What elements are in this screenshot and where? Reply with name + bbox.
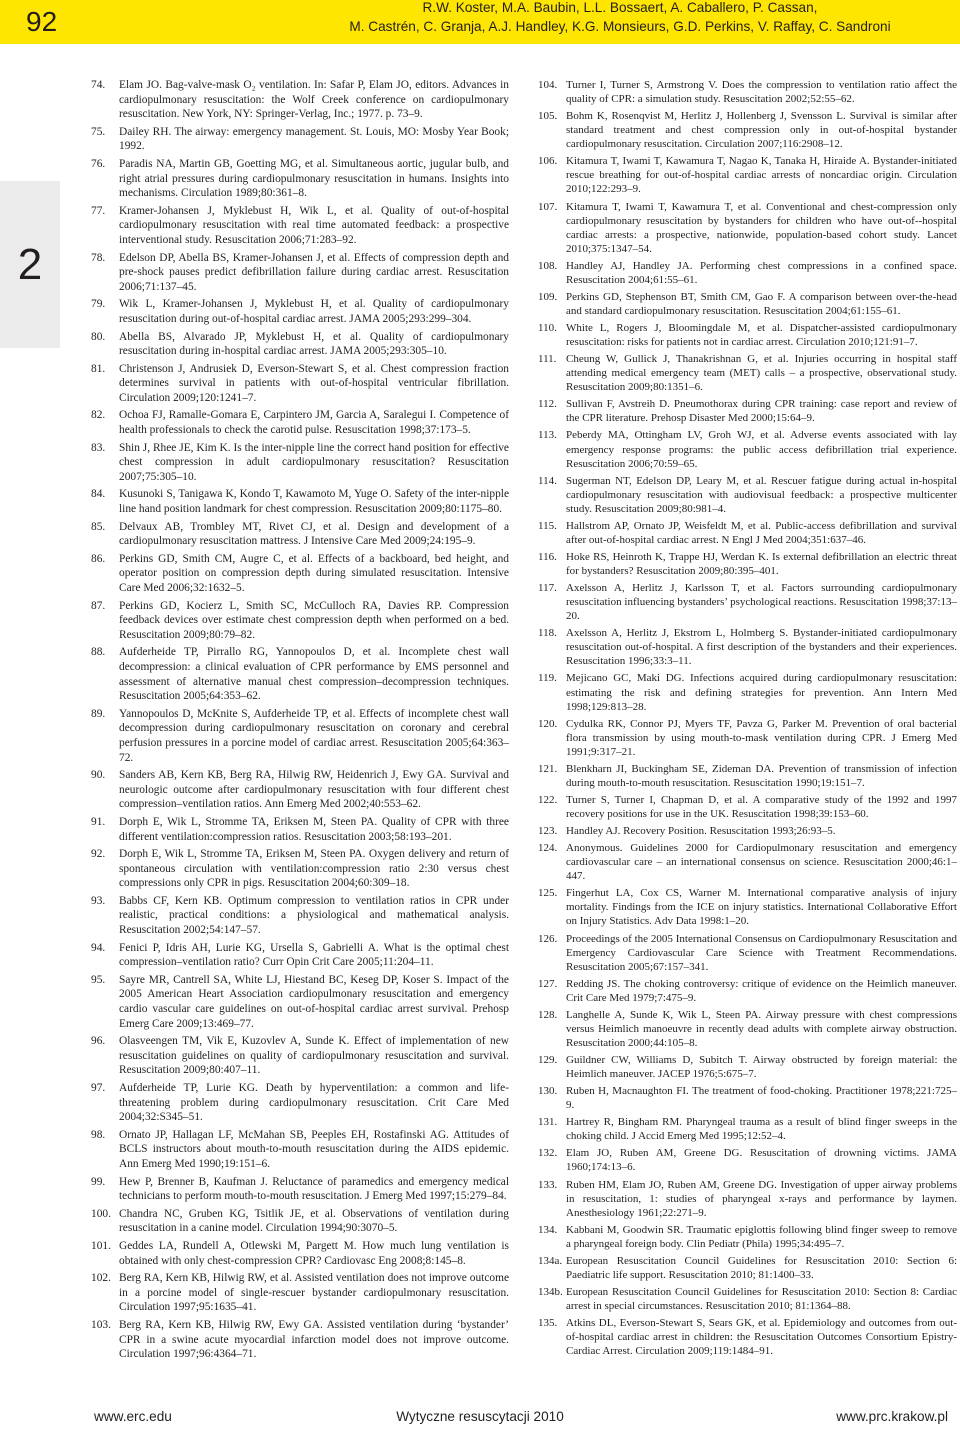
reference-text: Chandra NC, Gruben KG, Tsitlik JE, et al. Observations of ventilation during resuscitation in a canine model. Circulation 1994;90:3070–5.	[119, 1207, 509, 1235]
reference-number: 91.	[91, 815, 106, 828]
reference-item	[91, 78, 509, 122]
reference-item	[91, 251, 509, 295]
reference-item	[91, 362, 509, 406]
reference-item	[91, 125, 509, 154]
reference-item	[538, 841, 957, 883]
reference-text: Hartrey R, Bingham RM. Pharyngeal trauma as a result of blind finger sweeps in the choking child. J Accid Emerg Med 1995;12:52–4.	[566, 1116, 957, 1143]
reference-item	[91, 941, 509, 970]
reference-item	[91, 204, 509, 248]
reference-number: 127.	[538, 977, 558, 990]
reference-number: 100.	[91, 1207, 111, 1220]
reference-item	[91, 973, 509, 1031]
reference-text: Olasveengen TM, Vik E, Kuzovlev A, Sunde K. Effect of implementation of new resuscitation guidelines on quality of cardiopulmonary resuscitation and survival. Resuscitation 2009;80:407–11.	[119, 1035, 509, 1077]
reference-text: Christenson J, Andrusiek D, Everson-Stewart S, et al. Chest compression fraction determines survival in patients with out-of-hospital ventricular fibrillation. Circulation 2009;120:1241–7.	[119, 362, 509, 404]
reference-text: Atkins DL, Everson-Stewart S, Sears GK, et al. Epidemiology and outcomes from out-of-hospital cardiac arrest in children: the Resuscitation Outcomes Consortium Epistry-Cardiac Arrest. Circulation 2009;119:1484–91.	[566, 1317, 957, 1358]
reference-text: Dorph E, Wik L, Stromme TA, Eriksen M, Steen PA. Oxygen delivery and return of spontaneous circulation with ventilation:compression ratio 2:30 versus chest compressions only CPR in pigs. Resuscitation 2004;60:309–18.	[119, 848, 509, 890]
reference-item	[538, 581, 957, 623]
reference-item	[538, 1008, 957, 1050]
reference-item	[91, 1271, 509, 1315]
reference-text: Handley AJ. Recovery Position. Resuscitation 1993;26:93–5.	[566, 825, 836, 838]
reference-text: Yannopoulos D, McKnite S, Aufderheide TP, et al. Effects of incomplete chest wall decompression during cardiopulmonary resuscitation on coronary and cerebral perfusion pressures in a porcine model of cardiac arrest. Resuscitation 2005;64:363–72.	[119, 707, 509, 764]
reference-text: Elam JO, Ruben AM, Greene DG. Resuscitation of drowning victims. JAMA 1960;174:13–6.	[566, 1147, 957, 1174]
reference-text: Aufderheide TP, Pirrallo RG, Yannopoulos D, et al. Incomplete chest wall decompression: a clinical evaluation of CPR performance by EMS personnel and assessment of alternative manual chest compression–decompression techniques. Resuscitation 2005;64:353–62.	[119, 646, 509, 703]
reference-number: 110.	[538, 322, 557, 334]
reference-text: Sugerman NT, Edelson DP, Leary M, et al. Rescuer fatigue during actual in-hospital cardiopulmonary resuscitation with audiovisual feedback: a prospective multicenter study. Resuscitation 2009;80:981–4.	[566, 474, 957, 515]
reference-text: Berg RA, Kern KB, Hilwig RW, Ewy GA. Assisted ventilation during ‘bystander’ CPR in a swine acute myocardial infarction model does not improve outcome. Circulation 1997;96:4364–71.	[119, 1318, 509, 1361]
reference-number: 130.	[538, 1085, 558, 1098]
reference-number: 82.	[91, 409, 106, 422]
reference-item	[538, 824, 957, 838]
reference-number: 120.	[538, 717, 558, 730]
reference-number: 111.	[538, 353, 557, 366]
reference-item	[538, 1223, 957, 1251]
reference-item	[538, 886, 957, 928]
reference-item	[91, 1034, 509, 1078]
reference-item	[538, 671, 957, 713]
reference-number: 121.	[538, 762, 558, 775]
reference-number: 89.	[91, 707, 106, 720]
reference-text: Shin J, Rhee JE, Kim K. Is the inter-nipple line the correct hand position for effective chest compression in adult cardiopulmonary resuscitation? Resuscitation 2007;75:305–10.	[119, 441, 509, 483]
footer-right-link[interactable]: www.prc.krakow.pl	[836, 1409, 948, 1424]
reference-item	[538, 321, 957, 349]
reference-number: 94.	[91, 941, 106, 954]
reference-text: European Resuscitation Council Guidelines for Resuscitation 2010: Section 8: Cardiac arrest in special circumstances. Resuscitation 2010; 81:1364–88.	[566, 1285, 957, 1312]
reference-number: 129.	[538, 1054, 558, 1066]
reference-item	[91, 645, 509, 703]
reference-number: 108.	[538, 259, 558, 272]
reference-text: White L, Rogers J, Bloomingdale M, et al. Dispatcher-assisted cardiopulmonary resuscitation: risks for patients not in cardiac arrest. Circulation 2010;121:91–7.	[566, 322, 957, 349]
reference-item	[538, 78, 957, 106]
references-right-column	[538, 78, 957, 1361]
reference-text: Hew P, Brenner B, Kaufman J. Reluctance of paramedics and emergency medical technicians to perform mouth-to-mouth resuscitation. J Emerg Med 1997;15:279–84.	[119, 1175, 509, 1203]
reference-number: 86.	[91, 552, 106, 565]
reference-item	[538, 259, 957, 287]
reference-item	[538, 1254, 957, 1282]
reference-text: Elam JO. Bag-valve-mask O₂ ventilation. In: Safar P, Elam JO, editors. Advances in cardiopulmonary resuscitation: the Wolf Creek conference on cardiopulmonary resuscitation. New York, NY: Springer-Verlag, Inc.; 1977. p. 73–9.	[119, 79, 509, 121]
reference-number: 124.	[538, 842, 558, 855]
reference-text: Axelsson A, Herlitz J, Ekstrom L, Holmberg S. Bystander-initiated cardiopulmonary resuscitation out-of-hospital. A first description of the bystanders and their experiences. Resuscitation 1996;33:3–11.	[566, 627, 957, 668]
reference-text: Kramer-Johansen J, Myklebust H, Wik L, et al. Quality of out-of-hospital cardiopulmonary resuscitation with real time automated feedback: a prospective interventional study. Resuscitation 2006;71:283–92.	[119, 204, 509, 246]
reference-text: Bohm K, Rosenqvist M, Herlitz J, Hollenberg J, Svensson L. Survival is similar after standard treatment and chest compression only in out-of-hospital bystander cardiopulmonary resuscitation. Circulation 2007;116:2908–12.	[566, 110, 957, 151]
reference-text: Kabbani M, Goodwin SR. Traumatic epiglottis following blind finger sweep to remove a pharyngeal foreign body. Clin Pediatr (Phila) 1995;34:495–7.	[566, 1223, 957, 1250]
reference-item	[91, 330, 509, 359]
reference-number: 95.	[91, 973, 106, 986]
reference-text: Blenkharn JI, Buckingham SE, Zideman DA. Prevention of transmission of infection during mouth-to-mouth resuscitation. Resuscitation 1990;19:151–7.	[566, 762, 957, 789]
footer-left-link[interactable]: www.erc.edu	[94, 1409, 172, 1424]
reference-item	[91, 552, 509, 596]
authors-line-2: M. Castrén, C. Granja, A.J. Handley, K.G. Monsieurs, G.D. Perkins, V. Raffay, C. Sandroni	[349, 19, 891, 34]
reference-text: Wik L, Kramer-Johansen J, Myklebust H, et al. Quality of cardiopulmonary resuscitation during out-of-hospital cardiac arrest. JAMA 2005;293:299–304.	[119, 298, 509, 325]
reference-item	[538, 1115, 957, 1143]
reference-number: 131.	[538, 1116, 558, 1129]
reference-number: 99.	[91, 1175, 106, 1188]
reference-item	[91, 847, 509, 891]
reference-number: 134b.	[538, 1285, 563, 1298]
reference-number: 107.	[538, 200, 558, 213]
reference-number: 128.	[538, 1008, 558, 1021]
reference-text: Dailey RH. The airway: emergency management. St. Louis, MO: Mosby Year Book; 1992.	[119, 125, 509, 153]
reference-number: 80.	[91, 330, 106, 343]
reference-text: European Resuscitation Council Guidelines for Resuscitation 2010: Section 6: Paediatric life support. Resuscitation 2010; 81:1400–33.	[566, 1254, 957, 1281]
reference-number: 115.	[538, 519, 557, 532]
references-left-column	[91, 78, 509, 1365]
reference-text: Cheung W, Gullick J, Thanakrishnan G, et al. Injuries occurring in hospital staff attending medical emergency team (MET) calls – a prospective, observational study. Resuscitation 2009;80:1351–6.	[566, 353, 957, 394]
reference-text: Turner S, Turner I, Chapman D, et al. A comparative study of the 1992 and 1997 recovery positions for use in the UK. Resuscitation 1998;39:153–60.	[566, 793, 957, 820]
reference-text: Ornato JP, Hallagan LF, McMahan SB, Peeples EH, Rostafinski AG. Attitudes of BCLS instructors about mouth-to-mouth resuscitation during the AIDS epidemic. Ann Emerg Med 1990;19:151–6.	[119, 1128, 509, 1170]
reference-text: Sayre MR, Cantrell SA, White LJ, Hiestand BC, Keseg DP, Koser S. Impact of the 2005 American Heart Association cardiopulmonary resuscitation and emergency cardio vascular care guidelines on out-of-hospital cardiac arrest survival. Prehosp Emerg Care 2009;13:469–77.	[119, 973, 509, 1030]
authors-line-1: R.W. Koster, M.A. Baubin, L.L. Bossaert, A. Caballero, P. Cassan,	[422, 0, 818, 15]
reference-item	[91, 707, 509, 765]
reference-text: Hoke RS, Heinroth K, Trappe HJ, Werdan K. Is external defibrillation an electric threat for bystanders? Resuscitation 2009;80:395–401.	[566, 550, 957, 577]
reference-item	[91, 408, 509, 437]
reference-text: Hallstrom AP, Ornato JP, Weisfeldt M, et al. Public-access defibrillation and survival after out-of-hospital cardiac arrest. N Engl J Med 2004;351:637–46.	[566, 519, 957, 546]
reference-item	[538, 550, 957, 578]
reference-number: 83.	[91, 441, 106, 454]
reference-text: Delvaux AB, Trombley MT, Rivet CJ, et al. Design and development of a cardiopulmonary resuscitation mattress. J Intensive Care Med 2009;24:195–9.	[119, 520, 509, 548]
reference-number: 88.	[91, 646, 106, 659]
reference-number: 126.	[538, 932, 558, 945]
reference-text: Proceedings of the 2005 International Consensus on Cardiopulmonary Resuscitation and Emergency Cardiovascular Care Science with Treatment Recommendations. Resuscitation 2005;67:157–341.	[566, 932, 957, 973]
reference-number: 122.	[538, 793, 558, 806]
reference-item	[538, 1178, 957, 1220]
reference-item	[91, 157, 509, 201]
reference-text: Aufderheide TP, Lurie KG. Death by hyperventilation: a common and life-threatening problem during cardiopulmonary resuscitation. Crit Care Med 2004;32:S345–51.	[119, 1082, 509, 1124]
reference-item	[538, 977, 957, 1005]
reference-number: 113.	[538, 429, 557, 442]
reference-item	[91, 1081, 509, 1125]
chapter-number: 2	[17, 239, 43, 289]
reference-item	[91, 1207, 509, 1236]
reference-item	[91, 1128, 509, 1172]
reference-number: 81.	[91, 362, 106, 375]
reference-number: 102.	[91, 1272, 111, 1285]
reference-item	[91, 894, 509, 938]
reference-text: Sullivan F, Avstreih D. Pneumothorax during CPR training: case report and review of the CPR literature. Prehosp Disaster Med 2000;15:64–9.	[566, 398, 957, 425]
reference-item	[91, 768, 509, 812]
reference-number: 98.	[91, 1128, 106, 1141]
reference-text: Fenici P, Idris AH, Lurie KG, Ursella S, Gabrielli A. What is the optimal chest compression–ventilation ratio? Curr Opin Crit Care 2005;11:204–11.	[119, 941, 509, 969]
reference-text: Guildner CW, Williams D, Subitch T. Airway obstructed by foreign material: the Heimlich maneuver. JACEP 1976;5:675–7.	[566, 1054, 957, 1081]
reference-number: 118.	[538, 627, 557, 640]
reference-item	[538, 397, 957, 425]
reference-number: 90.	[91, 769, 106, 782]
reference-text: Sanders AB, Kern KB, Berg RA, Hilwig RW, Heidenrich J, Ewy GA. Survival and neurologic outcome after cardiopulmonary resuscitation with four different chest compression–ventilation ratios. Ann Emerg Med 2002;40:553–62.	[119, 769, 509, 811]
reference-item	[538, 932, 957, 974]
reference-item	[91, 1318, 509, 1362]
reference-number: 93.	[91, 894, 106, 907]
reference-number: 87.	[91, 599, 106, 612]
reference-text: Cydulka RK, Connor PJ, Myers TF, Pavza G, Parker M. Prevention of oral bacterial flora transmission by using mouth-to-mask ventilation during CPR. J Emerg Med 1991;9:317–21.	[566, 717, 957, 758]
reference-text: Ochoa FJ, Ramalle-Gomara E, Carpintero JM, Garcia A, Saralegui I. Competence of health professionals to check the carotid pulse. Resuscitation 1998;37:173–5.	[119, 409, 509, 437]
reference-number: 133.	[538, 1178, 558, 1191]
reference-item	[538, 1285, 957, 1313]
reference-text: Babbs CF, Kern KB. Optimum compression to ventilation ratios in CPR under realistic, practical conditions: a physiological and mathematical analysis. Resuscitation 2002;54:147–57.	[119, 894, 509, 937]
reference-number: 85.	[91, 520, 106, 533]
reference-number: 134.	[538, 1223, 558, 1236]
reference-text: Axelsson A, Herlitz J, Karlsson T, et al. Factors surrounding cardiopulmonary resuscitation influencing bystanders’ psychological reactions. Resuscitation 1998;37:13–20.	[566, 582, 957, 623]
reference-text: Handley AJ, Handley JA. Performing chest compressions in a confined space. Resuscitation 2004;61:55–61.	[566, 259, 957, 286]
reference-number: 117.	[538, 582, 557, 595]
reference-item	[538, 717, 957, 759]
reference-item	[538, 109, 957, 151]
reference-text: Perkins GD, Stephenson BT, Smith CM, Gao F. A comparison between over-the-head and standard cardiopulmonary resuscitation. Resuscitation 2004;61:155–61.	[566, 290, 957, 317]
reference-text: Kitamura T, Iwami T, Kawamura T, Nagao K, Tanaka H, Hiraide A. Bystander-initiated rescue breathing for out-of-hospital cardiac arrests of noncardiac origin. Circulation 2010;122:293–9.	[566, 155, 957, 196]
reference-item	[538, 474, 957, 516]
reference-number: 123.	[538, 825, 558, 838]
reference-number: 116.	[538, 550, 557, 563]
reference-number: 109.	[538, 290, 558, 303]
reference-item	[538, 762, 957, 790]
reference-number: 97.	[91, 1082, 106, 1094]
reference-text: Berg RA, Kern KB, Hilwig RW, et al. Assisted ventilation does not improve outcome in a porcine model of single-rescuer bystander cardiopulmonary resuscitation. Circulation 1997;95:1635–41.	[119, 1272, 509, 1314]
reference-number: 96.	[91, 1035, 106, 1048]
reference-text: Perkins GD, Kocierz L, Smith SC, McCulloch RA, Davies RP. Compression feedback devices over estimate chest compression depth when performed on a bed. Resuscitation 2009;80:79–82.	[119, 599, 509, 641]
reference-text: Edelson DP, Abella BS, Kramer-Johansen J, et al. Effects of compression depth and pre-shock pauses predict defibrillation failure during cardiac arrest. Resuscitation 2006;71:137–45.	[119, 251, 509, 293]
reference-text: Ruben HM, Elam JO, Ruben AM, Greene DG. Investigation of upper airway problems in resuscitation, 1: studies of pharyngeal x-rays and performance by laymen. Anesthesiology 1961;22:271–9.	[566, 1178, 957, 1219]
reference-text: Langhelle A, Sunde K, Wik L, Steen PA. Airway pressure with chest compressions versus Heimlich manoeuvre in recently dead adults with complete airway obstruction. Resuscitation 2000;44:105–8.	[566, 1008, 957, 1049]
reference-item	[538, 200, 957, 256]
reference-item	[538, 793, 957, 821]
reference-text: Kusunoki S, Tanigawa K, Kondo T, Kawamoto M, Yuge O. Safety of the inter-nipple line hand position landmark for chest compression. Resuscitation 2009;80:1175–80.	[119, 488, 509, 516]
reference-number: 104.	[538, 79, 558, 91]
chapter-tab	[0, 181, 60, 348]
reference-item	[91, 815, 509, 844]
reference-text: Mejicano GC, Maki DG. Infections acquired during cardiopulmonary resuscitation: estimating the risk and defining strategies for prevention. Ann Intern Med 1998;129:813–28.	[566, 672, 957, 713]
authors-header	[300, 0, 940, 36]
reference-item	[538, 1084, 957, 1112]
reference-number: 75.	[91, 125, 106, 138]
reference-number: 76.	[91, 157, 106, 170]
reference-item	[538, 519, 957, 547]
reference-number: 92.	[91, 848, 106, 861]
reference-item	[91, 520, 509, 549]
reference-text: Peberdy MA, Ottingham LV, Groh WJ, et al. Adverse events associated with lay emergency response programs: the public access defibrillation trial experience. Resuscitation 2006;70:59–65.	[566, 429, 957, 470]
reference-text: Ruben H, Macnaughton FI. The treatment of food-choking. Practitioner 1978;221:725–9.	[566, 1085, 957, 1112]
reference-number: 101.	[91, 1239, 111, 1252]
reference-number: 79.	[91, 298, 106, 311]
reference-number: 125.	[538, 887, 558, 900]
reference-number: 103.	[91, 1318, 111, 1331]
reference-item	[91, 1175, 509, 1204]
reference-item	[538, 352, 957, 394]
reference-text: Redding JS. The choking controversy: critique of evidence on the Heimlich maneuver. Crit Care Med 1979;7:475–9.	[566, 977, 957, 1004]
reference-item	[91, 441, 509, 485]
reference-number: 74.	[91, 79, 106, 91]
reference-item	[91, 1239, 509, 1268]
reference-number: 77.	[91, 204, 106, 217]
footer-title: Wytyczne resuscytacji 2010	[396, 1409, 564, 1424]
reference-number: 119.	[538, 672, 557, 685]
reference-number: 78.	[91, 251, 106, 264]
reference-number: 134a.	[538, 1254, 563, 1267]
reference-number: 84.	[91, 488, 106, 501]
reference-text: Paradis NA, Martin GB, Goetting MG, et al. Simultaneous aortic, jugular bulb, and right atrial pressures during cardiopulmonary resuscitation in humans. Insights into mechanisms. Circulation 1989;80:361–8.	[119, 157, 509, 200]
reference-item	[91, 487, 509, 516]
reference-text: Dorph E, Wik L, Stromme TA, Eriksen M, Steen PA. Quality of CPR with three different ventilation:compression ratios. Resuscitation 2003;58:193–201.	[119, 815, 509, 843]
reference-item	[538, 428, 957, 470]
reference-item	[91, 599, 509, 643]
reference-item	[538, 290, 957, 318]
reference-text: Anonymous. Guidelines 2000 for Cardiopulmonary resuscitation and emergency cardiovascular care – an international consensus on science. Resuscitation 2000;46:1–447.	[566, 842, 957, 883]
reference-text: Perkins GD, Smith CM, Augre C, et al. Effects of a backboard, bed height, and operator position on compression depth during simulated resuscitation. Intensive Care Med 2006;32:1632–5.	[119, 552, 509, 594]
reference-number: 106.	[538, 155, 558, 168]
reference-number: 135.	[538, 1317, 558, 1330]
reference-number: 132.	[538, 1147, 558, 1160]
reference-item	[538, 1316, 957, 1358]
reference-number: 114.	[538, 474, 557, 487]
reference-text: Fingerhut LA, Cox CS, Warner M. International comparative analysis of injury mortality. Findings from the ICE on injury statistics. International Collaborative Effort on Injury Statistics. Adv Data 1998:1–20.	[566, 887, 957, 928]
reference-text: Kitamura T, Iwami T, Kawamura T, et al. Conventional and chest-compression only cardiopulmonary resuscitation by bystanders for children who have out-of--hospital cardiac arrests: a prospective, nationwide, population-based cohort study. Lancet 2010;375:1347–54.	[566, 200, 957, 255]
reference-item	[91, 297, 509, 326]
reference-text: Turner I, Turner S, Armstrong V. Does the compression to ventilation ratio affect the quality of CPR: a simulation study. Resuscitation 2002;52:55–62.	[566, 79, 957, 106]
reference-text: Abella BS, Alvarado JP, Myklebust H, et al. Quality of cardiopulmonary resuscitation during in-hospital cardiac arrest. JAMA 2005;293:305–10.	[119, 330, 509, 358]
reference-number: 112.	[538, 398, 557, 411]
reference-item	[538, 154, 957, 196]
reference-item	[538, 1053, 957, 1081]
page-number: 92	[26, 6, 58, 37]
reference-item	[538, 626, 957, 668]
reference-number: 105.	[538, 110, 558, 123]
reference-text: Geddes LA, Rundell A, Otlewski M, Pargett M. How much lung ventilation is obtained with only chest-compression CPR? Cardiovasc Eng 2008;8:145–8.	[119, 1239, 509, 1267]
reference-item	[538, 1146, 957, 1174]
